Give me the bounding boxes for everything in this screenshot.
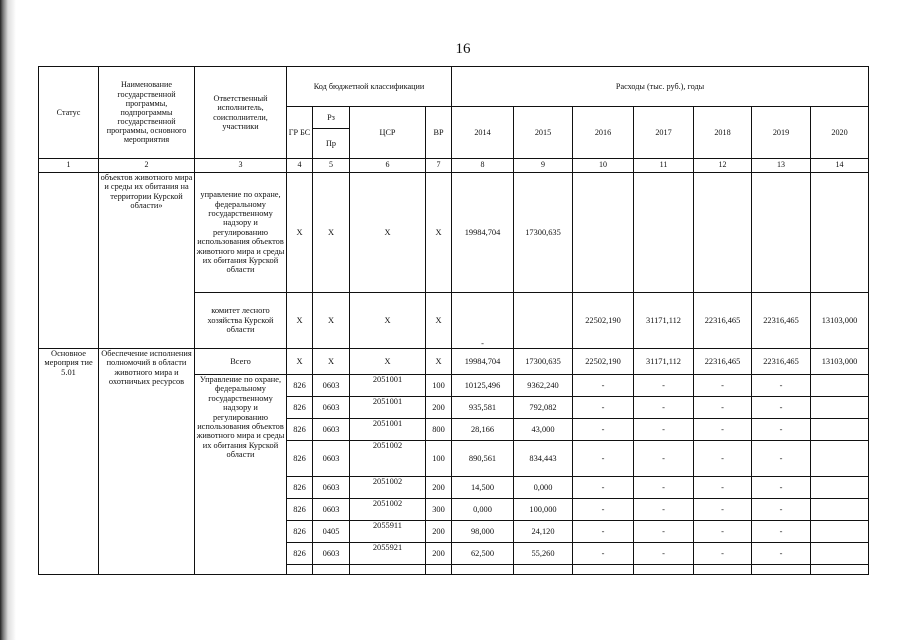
vr-cell: 200	[426, 543, 452, 565]
column-number: 6	[350, 159, 426, 173]
amount-cell	[811, 477, 869, 499]
rz-cell: 0603	[313, 499, 350, 521]
amount-cell: -	[694, 441, 752, 477]
header-program-name: Наименование государственной программы, подпрограммы государственной программы, основного мероприятия	[99, 67, 195, 159]
amount-cell: -	[752, 419, 811, 441]
amount-cell: -	[634, 521, 694, 543]
header-vr: ВР	[426, 107, 452, 159]
rz-cell: X	[313, 173, 350, 293]
header-year: 2015	[514, 107, 573, 159]
empty-cell	[634, 565, 694, 575]
amount-cell: 31171,112	[634, 293, 694, 349]
header-year: 2016	[573, 107, 634, 159]
empty-cell	[752, 565, 811, 575]
grbs-cell: 826	[287, 543, 313, 565]
status-cell-empty	[39, 173, 99, 349]
header-budget-code: Код бюджетной классификации	[287, 67, 452, 107]
amount-cell	[752, 173, 811, 293]
amount-cell: -	[452, 293, 514, 349]
column-number: 11	[634, 159, 694, 173]
amount-cell: -	[573, 441, 634, 477]
header-year: 2020	[811, 107, 869, 159]
amount-cell: 17300,635	[514, 173, 573, 293]
amount-cell: 13103,000	[811, 349, 869, 375]
grbs-cell: 826	[287, 521, 313, 543]
grbs-cell: 826	[287, 499, 313, 521]
csr-cell: 2051001	[350, 419, 426, 441]
amount-cell	[573, 173, 634, 293]
amount-cell: -	[694, 477, 752, 499]
empty-cell	[573, 565, 634, 575]
vr-cell: 200	[426, 397, 452, 419]
scan-edge-shadow	[0, 0, 22, 640]
amount-cell: -	[752, 375, 811, 397]
amount-cell: -	[634, 477, 694, 499]
column-number: 7	[426, 159, 452, 173]
grbs-cell: 826	[287, 477, 313, 499]
empty-cell	[694, 565, 752, 575]
vr-cell: X	[426, 293, 452, 349]
amount-cell: -	[752, 543, 811, 565]
executor-total-cell: Всего	[195, 349, 287, 375]
amount-cell	[694, 173, 752, 293]
amount-cell: -	[752, 521, 811, 543]
amount-cell: 10125,496	[452, 375, 514, 397]
amount-cell: -	[752, 499, 811, 521]
header-csr: ЦСР	[350, 107, 426, 159]
amount-cell: 0,000	[514, 477, 573, 499]
empty-cell	[313, 565, 350, 575]
empty-cell	[426, 565, 452, 575]
amount-cell	[811, 397, 869, 419]
amount-cell: -	[573, 477, 634, 499]
grbs-cell: 826	[287, 419, 313, 441]
vr-cell: 100	[426, 375, 452, 397]
amount-cell: -	[752, 477, 811, 499]
csr-cell: 2051002	[350, 477, 426, 499]
rz-cell: 0603	[313, 419, 350, 441]
amount-cell	[811, 521, 869, 543]
header-year: 2014	[452, 107, 514, 159]
amount-cell: -	[634, 441, 694, 477]
column-number: 4	[287, 159, 313, 173]
header-year: 2017	[634, 107, 694, 159]
amount-cell: 24,120	[514, 521, 573, 543]
amount-cell: -	[694, 543, 752, 565]
header-executor: Ответственный исполнитель, соисполнители, участники	[195, 67, 287, 159]
amount-cell: 22316,465	[752, 349, 811, 375]
amount-cell: -	[573, 419, 634, 441]
grbs-cell: X	[287, 349, 313, 375]
csr-cell: 2051002	[350, 499, 426, 521]
amount-cell: 55,260	[514, 543, 573, 565]
amount-cell: -	[634, 543, 694, 565]
rz-cell: X	[313, 293, 350, 349]
vr-cell: 100	[426, 441, 452, 477]
column-number: 9	[514, 159, 573, 173]
amount-cell: -	[573, 375, 634, 397]
vr-cell: 300	[426, 499, 452, 521]
status-cell: Основное мероприя тие 5.01	[39, 349, 99, 575]
amount-cell: 13103,000	[811, 293, 869, 349]
column-number: 10	[573, 159, 634, 173]
csr-cell: 2051001	[350, 397, 426, 419]
amount-cell: -	[694, 397, 752, 419]
amount-cell: 22502,190	[573, 349, 634, 375]
executor-cell: управление по охране, федеральному государственному надзору и регулированию использования объектов животного мира и среды их обитания Курской области	[195, 173, 287, 293]
rz-cell: 0603	[313, 441, 350, 477]
amount-cell: -	[634, 397, 694, 419]
vr-cell: X	[426, 173, 452, 293]
amount-cell: -	[694, 375, 752, 397]
page-number: 16	[455, 41, 471, 57]
amount-cell: 14,500	[452, 477, 514, 499]
rz-cell: 0603	[313, 375, 350, 397]
amount-cell: 834,443	[514, 441, 573, 477]
grbs-cell: X	[287, 293, 313, 349]
amount-cell: -	[573, 499, 634, 521]
empty-cell	[452, 565, 514, 575]
amount-cell: -	[634, 419, 694, 441]
empty-cell	[514, 565, 573, 575]
amount-cell: 17300,635	[514, 349, 573, 375]
column-number: 14	[811, 159, 869, 173]
csr-cell: 2051001	[350, 375, 426, 397]
grbs-cell: 826	[287, 441, 313, 477]
amount-cell	[634, 173, 694, 293]
header-pr: Пр	[313, 129, 350, 159]
executor-cell: комитет лесного хозяйства Курской области	[195, 293, 287, 349]
rz-cell: X	[313, 349, 350, 375]
program-name-cell: объектов животного мира и среды их обитания на территории Курской области»	[99, 173, 195, 349]
csr-cell: X	[350, 349, 426, 375]
header-year: 2019	[752, 107, 811, 159]
amount-cell: -	[694, 499, 752, 521]
amount-cell	[811, 419, 869, 441]
header-year: 2018	[694, 107, 752, 159]
amount-cell: -	[694, 419, 752, 441]
empty-cell	[350, 565, 426, 575]
executor-cell: Управление по охране, федеральному государственному надзору и регулированию использования объектов животного мира и среды их обитания Курской области	[195, 375, 287, 575]
amount-cell: -	[573, 521, 634, 543]
header-rz: Рз	[313, 107, 350, 129]
amount-cell: 100,000	[514, 499, 573, 521]
amount-cell	[514, 293, 573, 349]
vr-cell: 800	[426, 419, 452, 441]
column-number: 13	[752, 159, 811, 173]
column-number: 1	[39, 159, 99, 173]
csr-cell: X	[350, 173, 426, 293]
amount-cell: -	[752, 441, 811, 477]
amount-cell	[811, 441, 869, 477]
amount-cell: 43,000	[514, 419, 573, 441]
csr-cell: 2055921	[350, 543, 426, 565]
amount-cell: 28,166	[452, 419, 514, 441]
grbs-cell: 826	[287, 397, 313, 419]
column-number: 5	[313, 159, 350, 173]
amount-cell: -	[573, 543, 634, 565]
amount-cell: 19984,704	[452, 349, 514, 375]
csr-cell: 2055911	[350, 521, 426, 543]
amount-cell: -	[634, 499, 694, 521]
vr-cell: 200	[426, 477, 452, 499]
header-status: Статус	[39, 67, 99, 159]
amount-cell: 22316,465	[694, 349, 752, 375]
header-expenses: Расходы (тыс. руб.), годы	[452, 67, 869, 107]
grbs-cell: 826	[287, 375, 313, 397]
amount-cell: 890,561	[452, 441, 514, 477]
amount-cell: 98,000	[452, 521, 514, 543]
amount-cell: -	[694, 521, 752, 543]
budget-table	[38, 66, 869, 575]
amount-cell	[811, 173, 869, 293]
amount-cell: 9362,240	[514, 375, 573, 397]
rz-cell: 0603	[313, 477, 350, 499]
amount-cell: 19984,704	[452, 173, 514, 293]
amount-cell: 792,082	[514, 397, 573, 419]
amount-cell	[811, 499, 869, 521]
column-number: 3	[195, 159, 287, 173]
column-number-row	[39, 159, 869, 173]
amount-cell: -	[752, 397, 811, 419]
amount-cell: -	[573, 397, 634, 419]
header-grbs: ГР БС	[287, 107, 313, 159]
grbs-cell: X	[287, 173, 313, 293]
csr-cell: 2051002	[350, 441, 426, 477]
rz-cell: 0603	[313, 397, 350, 419]
rz-cell: 0405	[313, 521, 350, 543]
csr-cell: X	[350, 293, 426, 349]
vr-cell: X	[426, 349, 452, 375]
amount-cell	[811, 375, 869, 397]
program-name-cell: Обеспечение исполнения полномочий в области животного мира и охотничьих ресурсов	[99, 349, 195, 575]
amount-cell: 22502,190	[573, 293, 634, 349]
empty-cell	[811, 565, 869, 575]
amount-cell: 22316,465	[752, 293, 811, 349]
amount-cell: 0,000	[452, 499, 514, 521]
rz-cell: 0603	[313, 543, 350, 565]
empty-cell	[287, 565, 313, 575]
amount-cell: -	[634, 375, 694, 397]
amount-cell: 62,500	[452, 543, 514, 565]
vr-cell: 200	[426, 521, 452, 543]
column-number: 8	[452, 159, 514, 173]
amount-cell: 31171,112	[634, 349, 694, 375]
amount-cell: 935,581	[452, 397, 514, 419]
column-number: 12	[694, 159, 752, 173]
column-number: 2	[99, 159, 195, 173]
amount-cell: 22316,465	[694, 293, 752, 349]
amount-cell	[811, 543, 869, 565]
